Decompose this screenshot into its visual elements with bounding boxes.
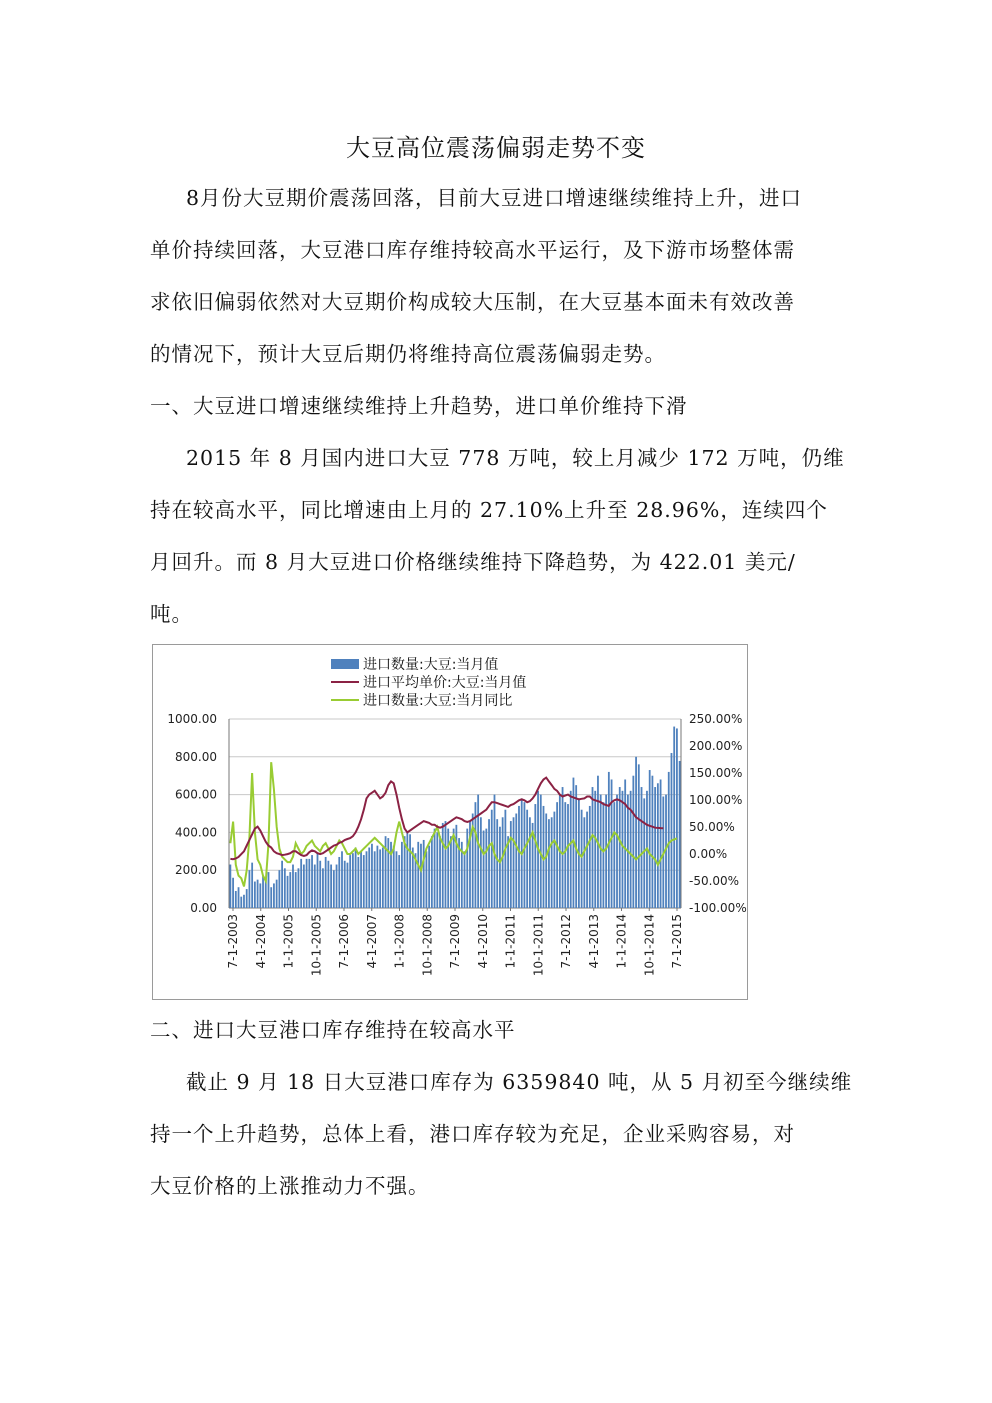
bar [336, 865, 338, 908]
bar [396, 851, 398, 908]
bar [673, 727, 675, 908]
bar [303, 865, 305, 908]
x-tick-label: 7-1-2003 [226, 914, 240, 969]
bar [254, 882, 256, 908]
bar [447, 829, 449, 908]
bar [401, 842, 403, 908]
soybean-import-chart [152, 644, 748, 1000]
bar [341, 851, 343, 908]
bar [292, 865, 294, 908]
bar [344, 861, 346, 908]
bar [548, 819, 550, 908]
bar [562, 787, 564, 908]
bar [676, 728, 678, 908]
bar [314, 865, 316, 908]
bar [671, 753, 673, 908]
bar [600, 795, 602, 908]
bar [635, 757, 637, 908]
bar [333, 870, 335, 908]
bar [246, 889, 248, 908]
bar [319, 861, 321, 908]
bar [507, 836, 509, 908]
x-tick-label: 1-1-2005 [281, 914, 296, 969]
bar [420, 844, 422, 908]
y-right-tick-label: 200.00% [689, 739, 743, 753]
bar [611, 779, 613, 908]
bar [518, 806, 520, 908]
bar [436, 832, 438, 908]
bar [376, 846, 378, 908]
bar [406, 832, 408, 908]
bar [466, 829, 468, 908]
y-left-tick-label: 0.00 [190, 901, 217, 915]
section1-line: 持在较高水平，同比增速由上月的 27.10%上升至 28.96%，连续四个 [150, 498, 828, 522]
bar [616, 795, 618, 908]
bar [485, 829, 487, 908]
bar [257, 880, 259, 908]
bar [641, 787, 643, 908]
bar [262, 876, 264, 908]
y-right-tick-label: 50.00% [689, 820, 735, 834]
bar [534, 804, 536, 908]
bar [513, 817, 515, 908]
bar [583, 817, 585, 908]
bar [379, 849, 381, 908]
bar [613, 802, 615, 908]
bar [556, 802, 558, 908]
bar [284, 868, 286, 908]
bar [273, 883, 275, 908]
bar [660, 779, 662, 908]
bar [510, 821, 512, 908]
bar [464, 851, 466, 908]
bar [289, 872, 291, 908]
bar [404, 836, 406, 908]
section1-paragraph [150, 432, 850, 640]
y-left-tick-label: 400.00 [175, 825, 217, 840]
bar [586, 812, 588, 908]
bar [488, 819, 490, 908]
intro-paragraph [150, 172, 850, 380]
bar [638, 764, 640, 908]
bar [434, 829, 436, 908]
x-tick-label: 4-1-2013 [586, 914, 601, 969]
bar [515, 814, 517, 909]
bar [281, 861, 283, 908]
section2-paragraph [150, 1056, 853, 1212]
y-right-tick-label: 100.00% [689, 793, 743, 807]
y-right-tick-label: 250.00% [689, 712, 743, 726]
bar [322, 868, 324, 908]
bar [455, 825, 457, 908]
x-tick-label: 7-1-2009 [448, 914, 462, 969]
bar [605, 795, 607, 908]
section1-heading: 一、大豆进口增速继续维持上升趋势，进口单价维持下滑 [150, 394, 688, 418]
bar [387, 838, 389, 908]
bar [553, 812, 555, 908]
bar [251, 863, 253, 908]
bar [393, 846, 395, 908]
bar [249, 870, 251, 908]
y-right-tick-label: -100.00% [689, 901, 747, 915]
x-tick-label: 4-1-2010 [475, 914, 490, 969]
bar [632, 776, 634, 908]
bar [652, 776, 654, 908]
y-left-tick-label: 800.00 [175, 749, 217, 764]
bar [308, 859, 310, 908]
bar [306, 859, 308, 908]
intro-line: 求依旧偏弱依然对大豆期价构成较大压制，在大豆基本面未有效改善 [150, 290, 795, 314]
bar [268, 872, 270, 908]
bar [477, 795, 479, 908]
bar [622, 791, 624, 908]
bar [649, 770, 651, 908]
bar [668, 772, 670, 908]
bar [371, 844, 373, 908]
chart-canvas [153, 645, 747, 999]
bar [347, 863, 349, 908]
bar [491, 810, 493, 908]
bar [502, 817, 504, 908]
bar [589, 806, 591, 908]
x-tick-label: 1-1-2011 [503, 914, 518, 969]
bar [428, 846, 430, 908]
bar [602, 802, 604, 908]
bar [298, 868, 300, 908]
x-tick-label: 4-1-2007 [364, 914, 379, 969]
bar [526, 810, 528, 908]
section2-line: 截止 9 月 18 日大豆港口库存为 6359840 吨，从 5 月初至今继续维 [186, 1070, 853, 1094]
x-tick-label: 7-1-2015 [670, 914, 684, 969]
bar [417, 842, 419, 908]
bar [374, 851, 376, 908]
x-tick-label: 10-1-2011 [531, 914, 546, 977]
legend-label: 进口数量:大豆:当月值 [363, 657, 499, 673]
bar [357, 857, 359, 908]
bar [423, 840, 425, 908]
bar [439, 836, 441, 908]
bar [311, 855, 313, 908]
section2-line: 持一个上升趋势，总体上看，港口库存较为充足，企业采购容易，对 [150, 1122, 795, 1146]
intro-line: 单价持续回落，大豆港口库存维持较高水平运行，及下游市场整体需 [150, 238, 795, 262]
section1-line: 吨。 [150, 602, 193, 626]
bar [496, 819, 498, 908]
bar [243, 895, 245, 908]
y-left-tick-label: 1000.00 [167, 712, 217, 726]
document-title: 大豆高位震荡偏弱走势不变 [346, 134, 646, 162]
bar [431, 836, 433, 908]
bar [398, 855, 400, 908]
y-right-tick-label: 150.00% [689, 766, 743, 780]
bar [276, 880, 278, 908]
bar [330, 865, 332, 908]
bar [624, 779, 626, 908]
bar [232, 878, 234, 908]
bar [594, 791, 596, 908]
legend-swatch-bar [331, 659, 359, 669]
bar [325, 857, 327, 908]
bar [567, 804, 569, 908]
bar [317, 853, 319, 908]
bar [295, 872, 297, 908]
bar [270, 887, 272, 908]
x-tick-label: 10-1-2005 [309, 914, 324, 977]
bar [349, 855, 351, 908]
bar [453, 829, 455, 908]
bar [235, 891, 237, 908]
bar [338, 857, 340, 908]
bar [327, 861, 329, 908]
x-tick-label: 10-1-2014 [642, 914, 657, 977]
x-tick-label: 7-1-2006 [337, 914, 351, 969]
bar [529, 817, 531, 908]
bar [355, 848, 357, 908]
bar [654, 787, 656, 908]
bar [581, 810, 583, 908]
y-right-tick-label: -50.00% [689, 874, 740, 888]
bar [238, 887, 240, 908]
x-tick-label: 1-1-2014 [614, 914, 629, 969]
intro-line: 的情况下，预计大豆后期仍将维持高位震荡偏弱走势。 [150, 342, 666, 366]
x-tick-label: 1-1-2008 [392, 914, 407, 969]
y-right-tick-label: 0.00% [689, 847, 728, 861]
bar [657, 783, 659, 908]
bar [300, 859, 302, 908]
section2-heading: 二、进口大豆港口库存维持在较高水平 [150, 1018, 516, 1042]
y-left-tick-label: 600.00 [175, 787, 217, 802]
bar [445, 821, 447, 908]
bar [545, 814, 547, 909]
x-tick-label: 10-1-2008 [420, 914, 435, 977]
bar [382, 848, 384, 908]
bar [480, 817, 482, 908]
bar [619, 787, 621, 908]
bar [679, 761, 681, 908]
section2-line: 大豆价格的上涨推动力不强。 [150, 1174, 430, 1198]
bar [287, 876, 289, 908]
section1-line: 2015 年 8 月国内进口大豆 778 万吨，较上月减少 172 万吨，仍维 [186, 446, 845, 470]
bar [499, 827, 501, 908]
section1-line: 月回升。而 8 月大豆进口价格继续维持下降趋势，为 422.01 美元/ [150, 550, 796, 574]
bar [450, 836, 452, 908]
bar [551, 817, 553, 908]
x-tick-label: 4-1-2004 [253, 914, 268, 969]
bar [352, 853, 354, 908]
bar [229, 865, 231, 908]
legend-label: 进口数量:大豆:当月同比 [363, 693, 513, 709]
bar [363, 855, 365, 908]
bar [360, 851, 362, 908]
bar [483, 831, 485, 908]
bar [278, 870, 280, 908]
bar [368, 848, 370, 908]
legend-label: 进口平均单价:大豆:当月值 [363, 675, 527, 691]
x-tick-label: 7-1-2012 [559, 914, 573, 969]
bar [524, 802, 526, 908]
bar [259, 883, 261, 908]
intro-line: 8月份大豆期价震荡回落，目前大豆进口增速继续维持上升，进口 [186, 186, 803, 210]
y-left-tick-label: 200.00 [175, 863, 217, 878]
bar [592, 787, 594, 908]
bar [442, 823, 444, 908]
bar [366, 851, 368, 908]
bar [570, 791, 572, 908]
bar [504, 810, 506, 908]
bar [564, 802, 566, 908]
bar [409, 834, 411, 908]
bar [240, 897, 242, 908]
bar [426, 851, 428, 908]
